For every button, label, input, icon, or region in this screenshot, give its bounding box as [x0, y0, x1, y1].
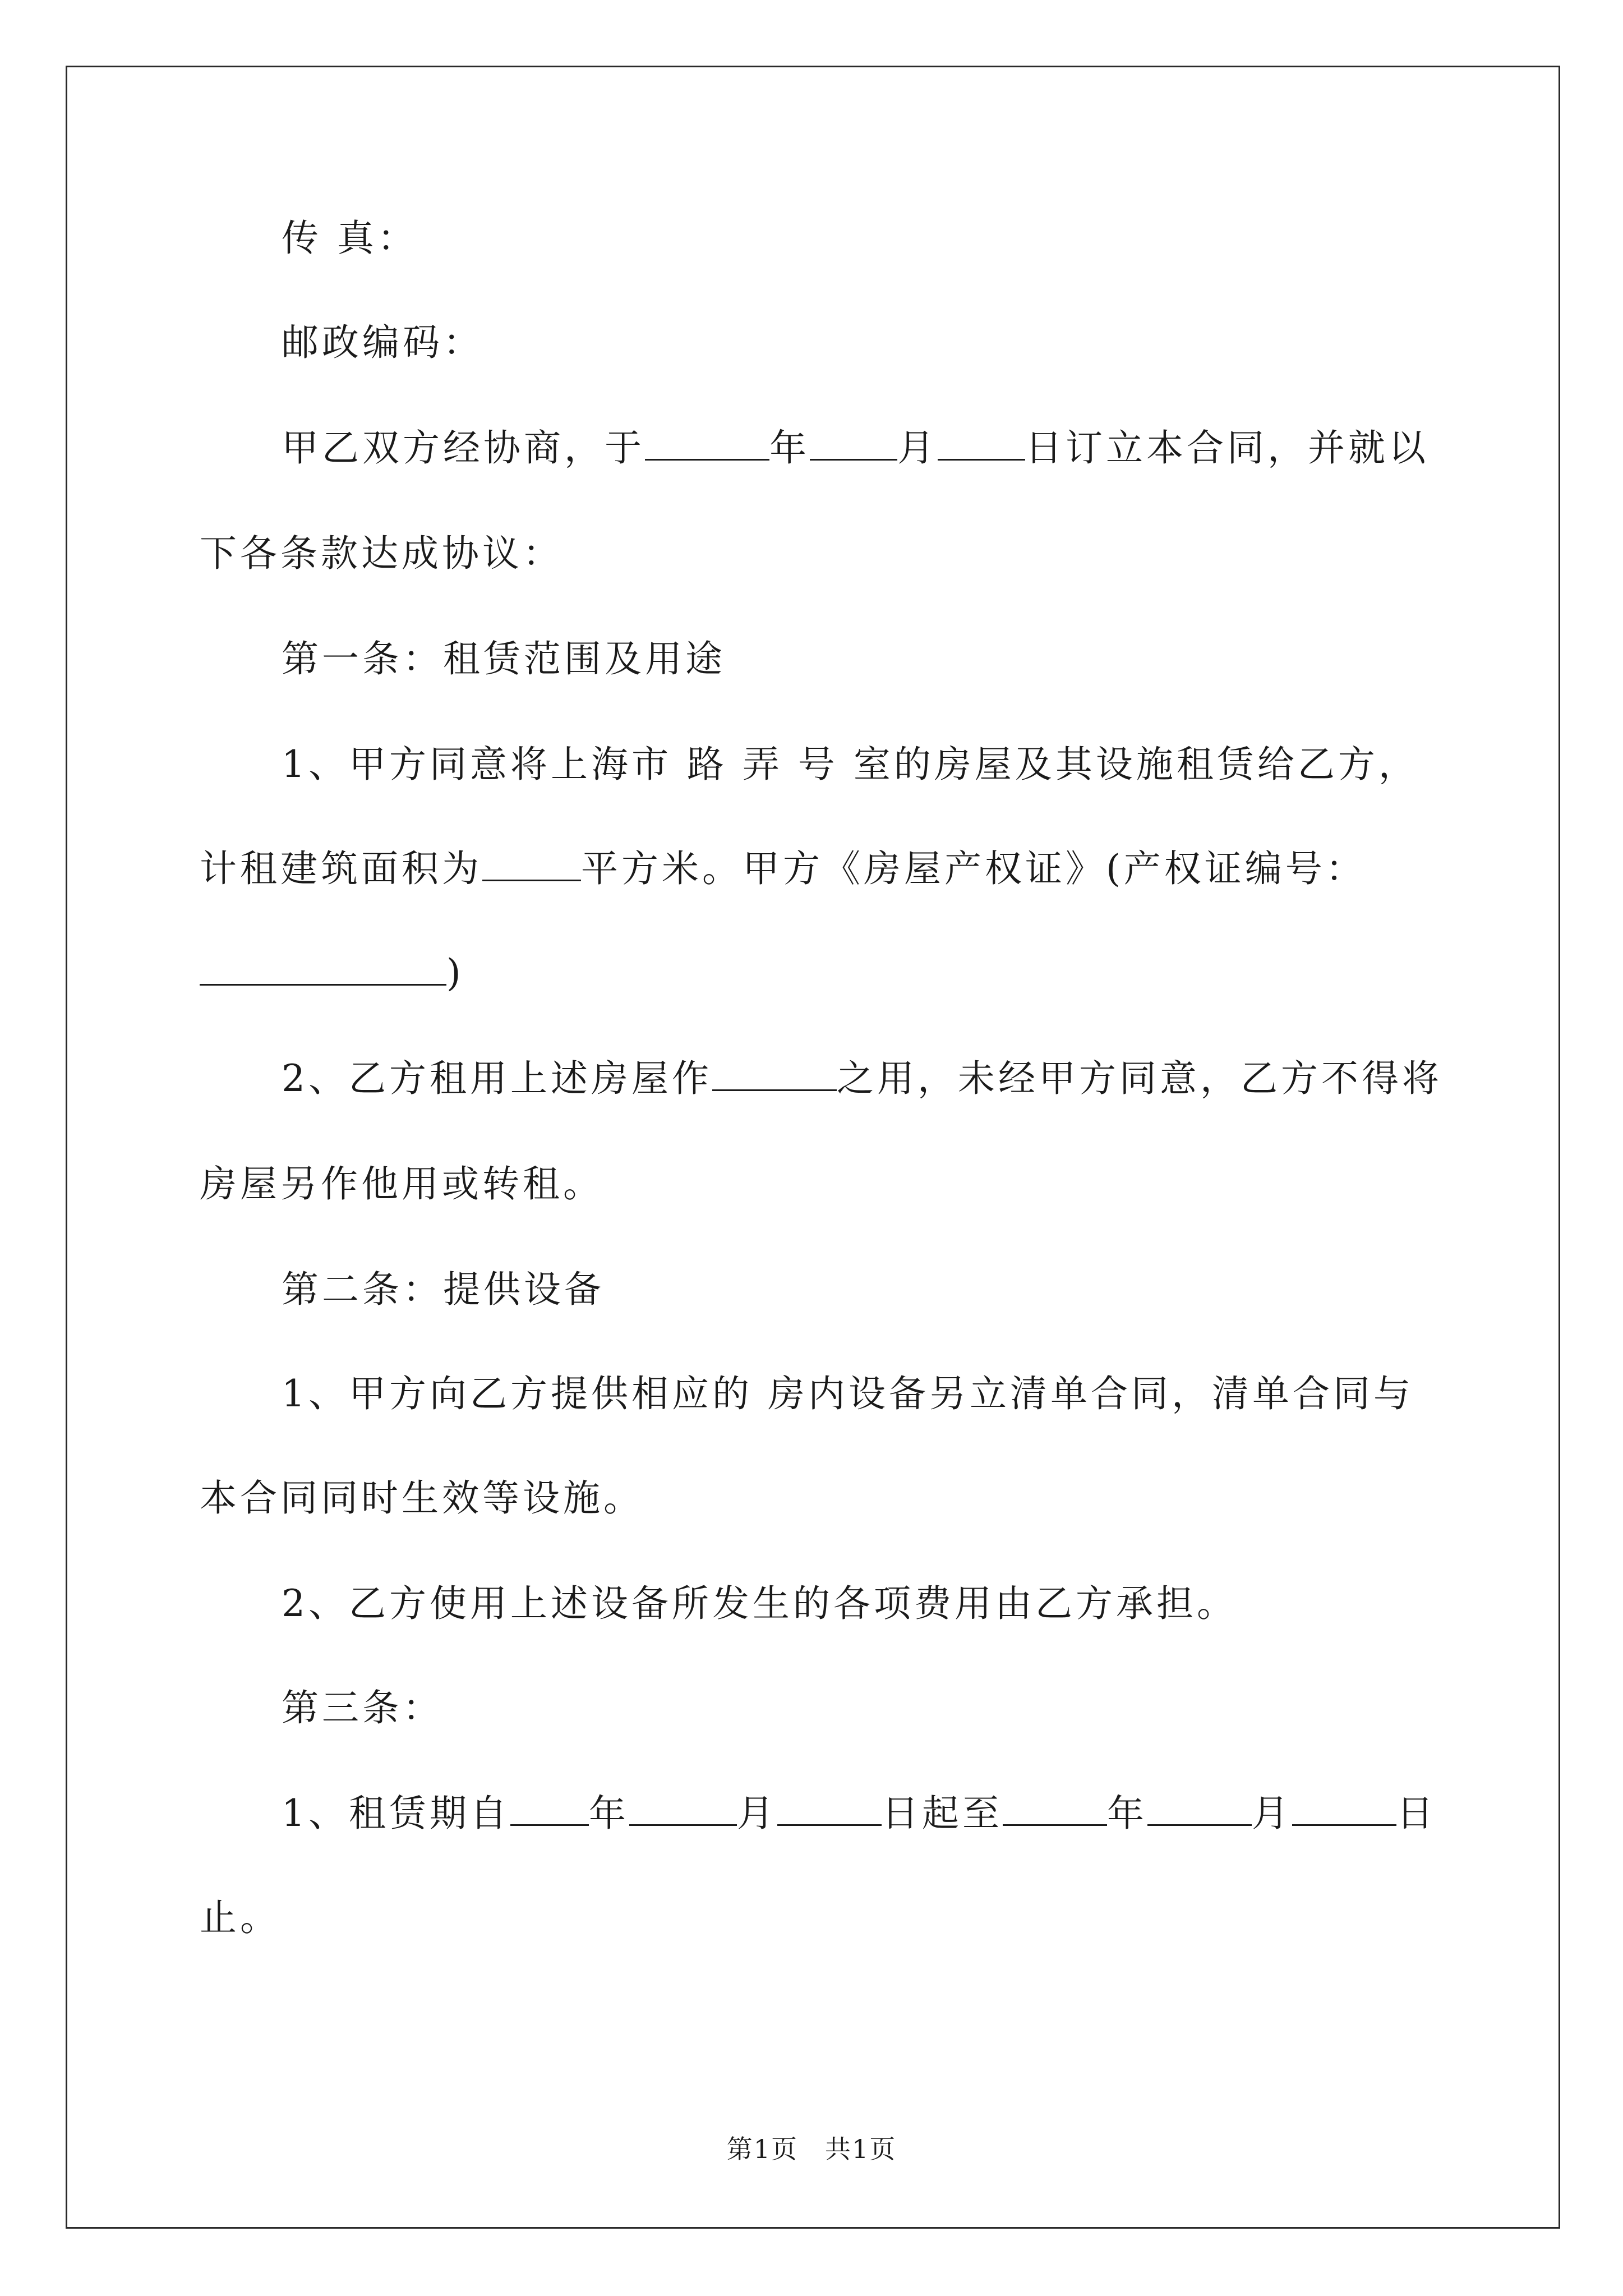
fax-label: 传 真： [282, 217, 418, 260]
paragraph-text: 日起至 [882, 1792, 1003, 1835]
end-day-blank [1292, 1791, 1396, 1826]
paragraph-text: 之用，未经甲方同意，乙方不得将 [837, 1057, 1442, 1100]
day-label: 日 [1396, 1792, 1437, 1835]
paragraph-text: 本合同同时生效等设施。 [200, 1476, 644, 1520]
year-label: 年 [1107, 1792, 1147, 1835]
page-number-footer [0, 2129, 1623, 2166]
intro-text: 甲乙双方经协商，于 [282, 426, 645, 470]
intro-text-2: 下各条款达成协议： [200, 532, 563, 575]
day-blank [938, 425, 1025, 461]
article-heading: 第三条： [282, 1686, 443, 1729]
end-year-blank [1003, 1791, 1107, 1826]
article-2-para-1-line-1 [282, 1369, 1414, 1419]
intro-text-end: 日订立本合同，并就以 [1025, 426, 1429, 470]
postcode-label: 邮政编码： [282, 321, 483, 364]
fax-line [282, 213, 418, 264]
month-blank [810, 425, 897, 461]
page-border [66, 66, 1560, 2229]
article-heading: 第一条：租赁范围及用途 [282, 637, 726, 680]
article-1-para-2-line-1 [282, 1053, 1442, 1104]
paragraph-text: 计租建筑面积为 [200, 847, 482, 890]
paragraph-text: 1、甲方向乙方提供相应的 房内设备另立清单合同，清单合同与 [282, 1372, 1414, 1415]
paragraph-text: 平方米。甲方《房屋产权证》(产权证编号： [581, 847, 1366, 890]
paragraph-text: 2、乙方使用上述设备所发生的各项费用由乙方承担。 [282, 1582, 1237, 1625]
year-label: 年 [589, 1792, 629, 1835]
postcode-line [282, 318, 483, 368]
year-blank [645, 425, 769, 461]
area-blank [482, 846, 581, 881]
start-year-blank [510, 1791, 589, 1826]
article-3-para-1-line-1 [282, 1788, 1437, 1839]
certificate-number-blank [200, 950, 446, 986]
end-month-blank [1147, 1791, 1252, 1826]
article-1-title [282, 634, 726, 684]
paragraph-text: 2、乙方租用上述房屋作 [282, 1057, 712, 1100]
article-2-para-2 [282, 1579, 1237, 1629]
intro-line-2 [200, 528, 563, 579]
paragraph-text: 房屋另作他用或转租。 [200, 1162, 603, 1205]
article-1-para-1-line-2 [200, 844, 1366, 894]
month-label: 月 [737, 1792, 777, 1835]
article-3-title [282, 1683, 443, 1733]
article-heading: 第二条：提供设备 [282, 1268, 605, 1311]
article-2-para-1-line-2 [200, 1473, 644, 1524]
month-label: 月 [897, 426, 938, 470]
intro-line-1 [282, 423, 1429, 473]
paragraph-text: 1、租赁期自 [282, 1792, 510, 1835]
start-month-blank [629, 1791, 737, 1826]
article-1-para-1-line-1 [282, 739, 1419, 790]
article-1-para-2-line-2 [200, 1159, 603, 1209]
start-day-blank [777, 1791, 882, 1826]
usage-blank [712, 1056, 837, 1091]
month-label: 月 [1252, 1792, 1292, 1835]
article-3-para-1-line-2 [200, 1893, 280, 1943]
paragraph-text: 止。 [200, 1896, 280, 1939]
article-2-title [282, 1264, 605, 1315]
year-label: 年 [769, 426, 810, 470]
article-1-para-1-line-3 [200, 948, 464, 999]
page-number: 第1页 共1页 [726, 2134, 897, 2164]
paragraph-text: ) [446, 951, 464, 995]
paragraph-text: 1、甲方同意将上海市 路 弄 号 室的房屋及其设施租赁给乙方， [282, 743, 1419, 786]
